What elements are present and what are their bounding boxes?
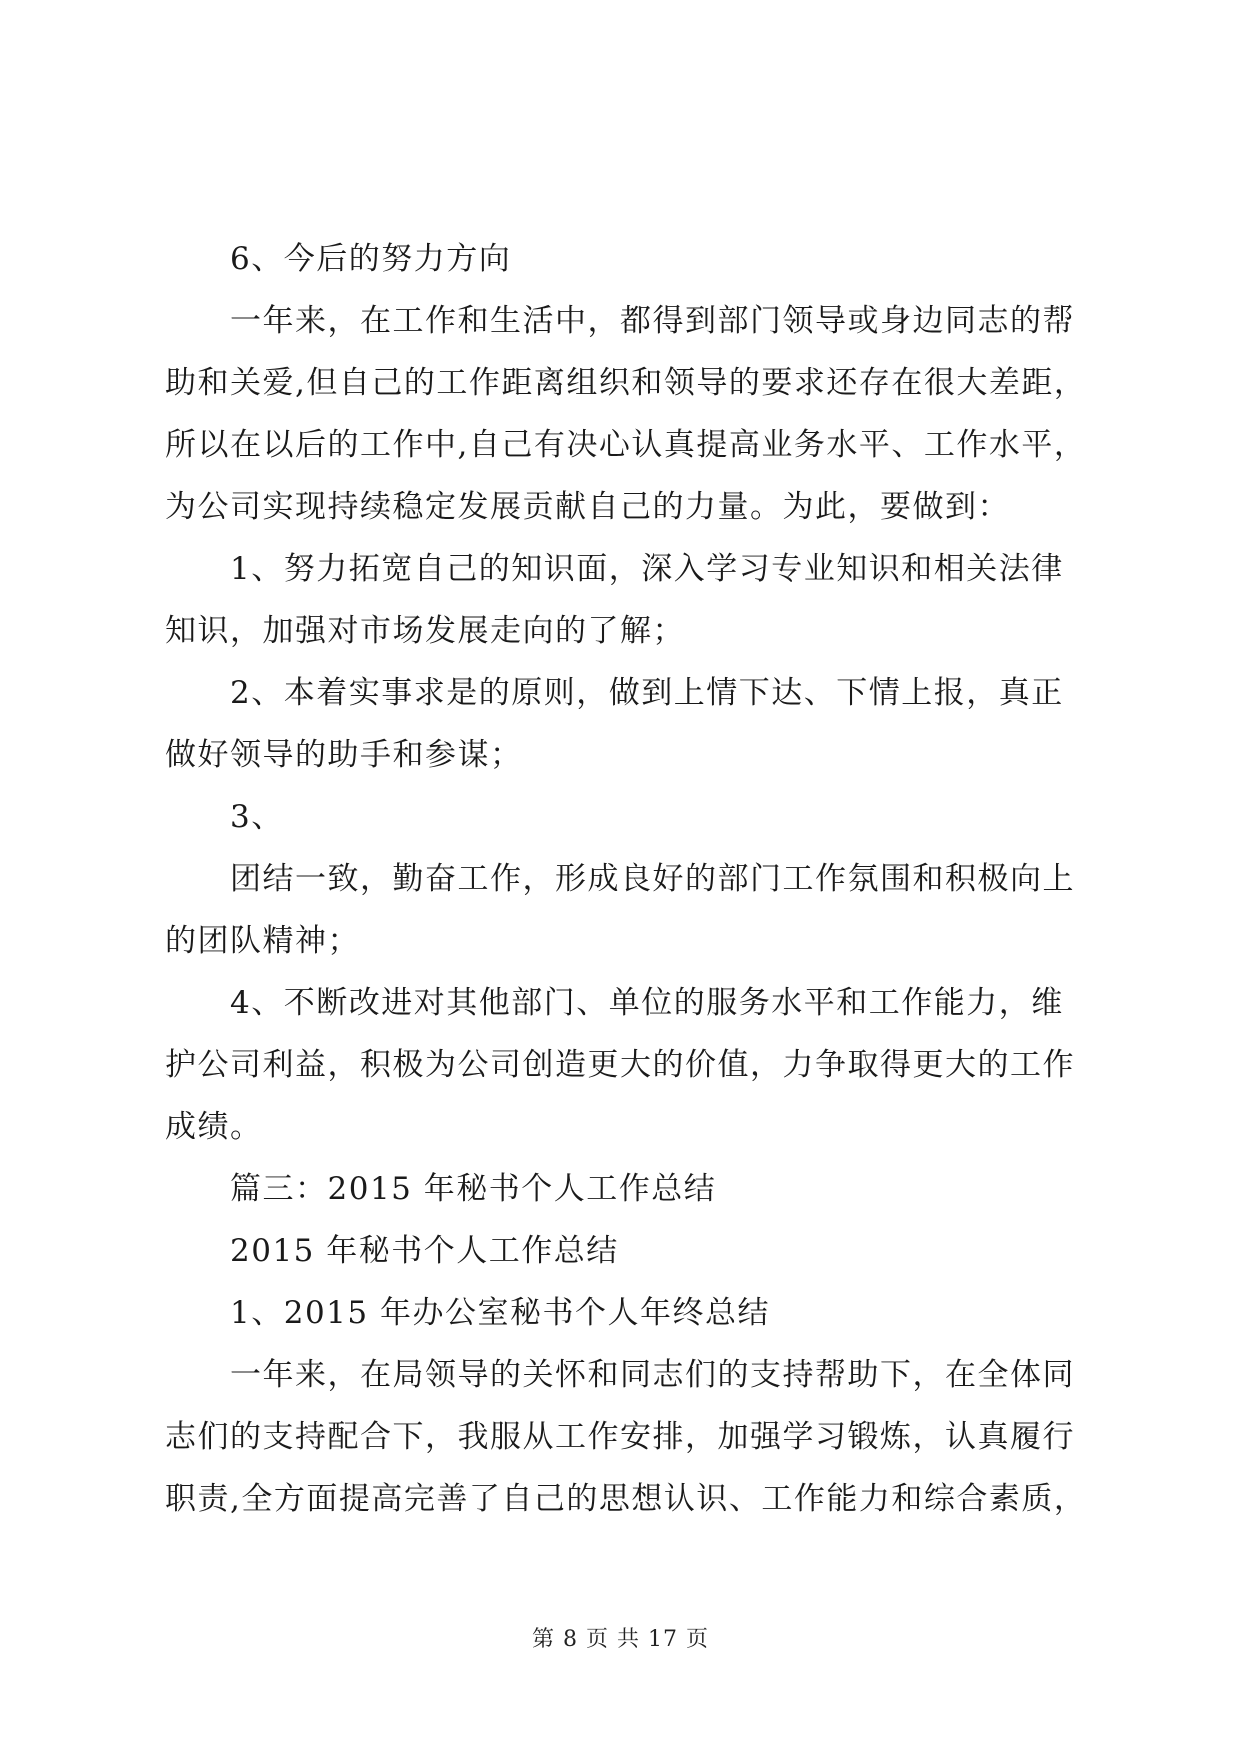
text-line: 做好领导的助手和参谋； xyxy=(165,737,523,773)
text-line: 成绩。 xyxy=(165,1109,263,1145)
paragraph xyxy=(165,662,1085,786)
text-line: 6、今后的努力方向 xyxy=(230,241,512,277)
text-line: 知识，加强对市场发展走向的了解； xyxy=(165,613,685,649)
text-line: 篇三：2015 年秘书个人工作总结 xyxy=(230,1171,717,1207)
text-line: 助和关爱,但自己的工作距离组织和领导的要求还存在很大差距， xyxy=(165,365,1087,401)
text-line: 3、 xyxy=(230,799,284,835)
paragraph xyxy=(165,972,1085,1158)
text-line: 一年来，在工作和生活中，都得到部门领导或身边同志的帮 xyxy=(230,303,1075,339)
paragraph xyxy=(165,538,1085,662)
paragraph xyxy=(165,1282,1085,1344)
text-line: 1、2015 年办公室秘书个人年终总结 xyxy=(230,1295,770,1331)
text-line: 的团队精神； xyxy=(165,923,360,959)
text-line: 1、努力拓宽自己的知识面，深入学习专业知识和相关法律 xyxy=(230,551,1064,587)
text-line: 团结一致，勤奋工作，形成良好的部门工作氛围和积极向上 xyxy=(230,861,1075,897)
paragraph xyxy=(165,786,1085,848)
text-line: 职责,全方面提高完善了自己的思想认识、工作能力和综合素质， xyxy=(165,1481,1087,1517)
text-line: 所以在以后的工作中,自己有决心认真提高业务水平、工作水平， xyxy=(165,427,1087,463)
text-line: 为公司实现持续稳定发展贡献自己的力量。为此，要做到： xyxy=(165,489,1010,525)
paragraph xyxy=(165,228,1085,290)
paragraph xyxy=(165,1158,1085,1220)
text-line: 4、不断改进对其他部门、单位的服务水平和工作能力，维 xyxy=(230,985,1064,1021)
paragraph xyxy=(165,290,1085,538)
text-line: 一年来，在局领导的关怀和同志们的支持帮助下，在全体同 xyxy=(230,1357,1075,1393)
text-line: 护公司利益，积极为公司创造更大的价值，力争取得更大的工作 xyxy=(165,1047,1075,1083)
paragraph xyxy=(165,848,1085,972)
text-line: 志们的支持配合下，我服从工作安排，加强学习锻炼，认真履行 xyxy=(165,1419,1075,1455)
page-footer: 第 8 页 共 17 页 xyxy=(532,1627,709,1652)
text-line: 2、本着实事求是的原则，做到上情下达、下情上报，真正 xyxy=(230,675,1064,711)
document-body xyxy=(165,228,1085,1530)
paragraph xyxy=(165,1220,1085,1282)
paragraph xyxy=(165,1344,1085,1530)
text-line: 2015 年秘书个人工作总结 xyxy=(230,1233,619,1269)
